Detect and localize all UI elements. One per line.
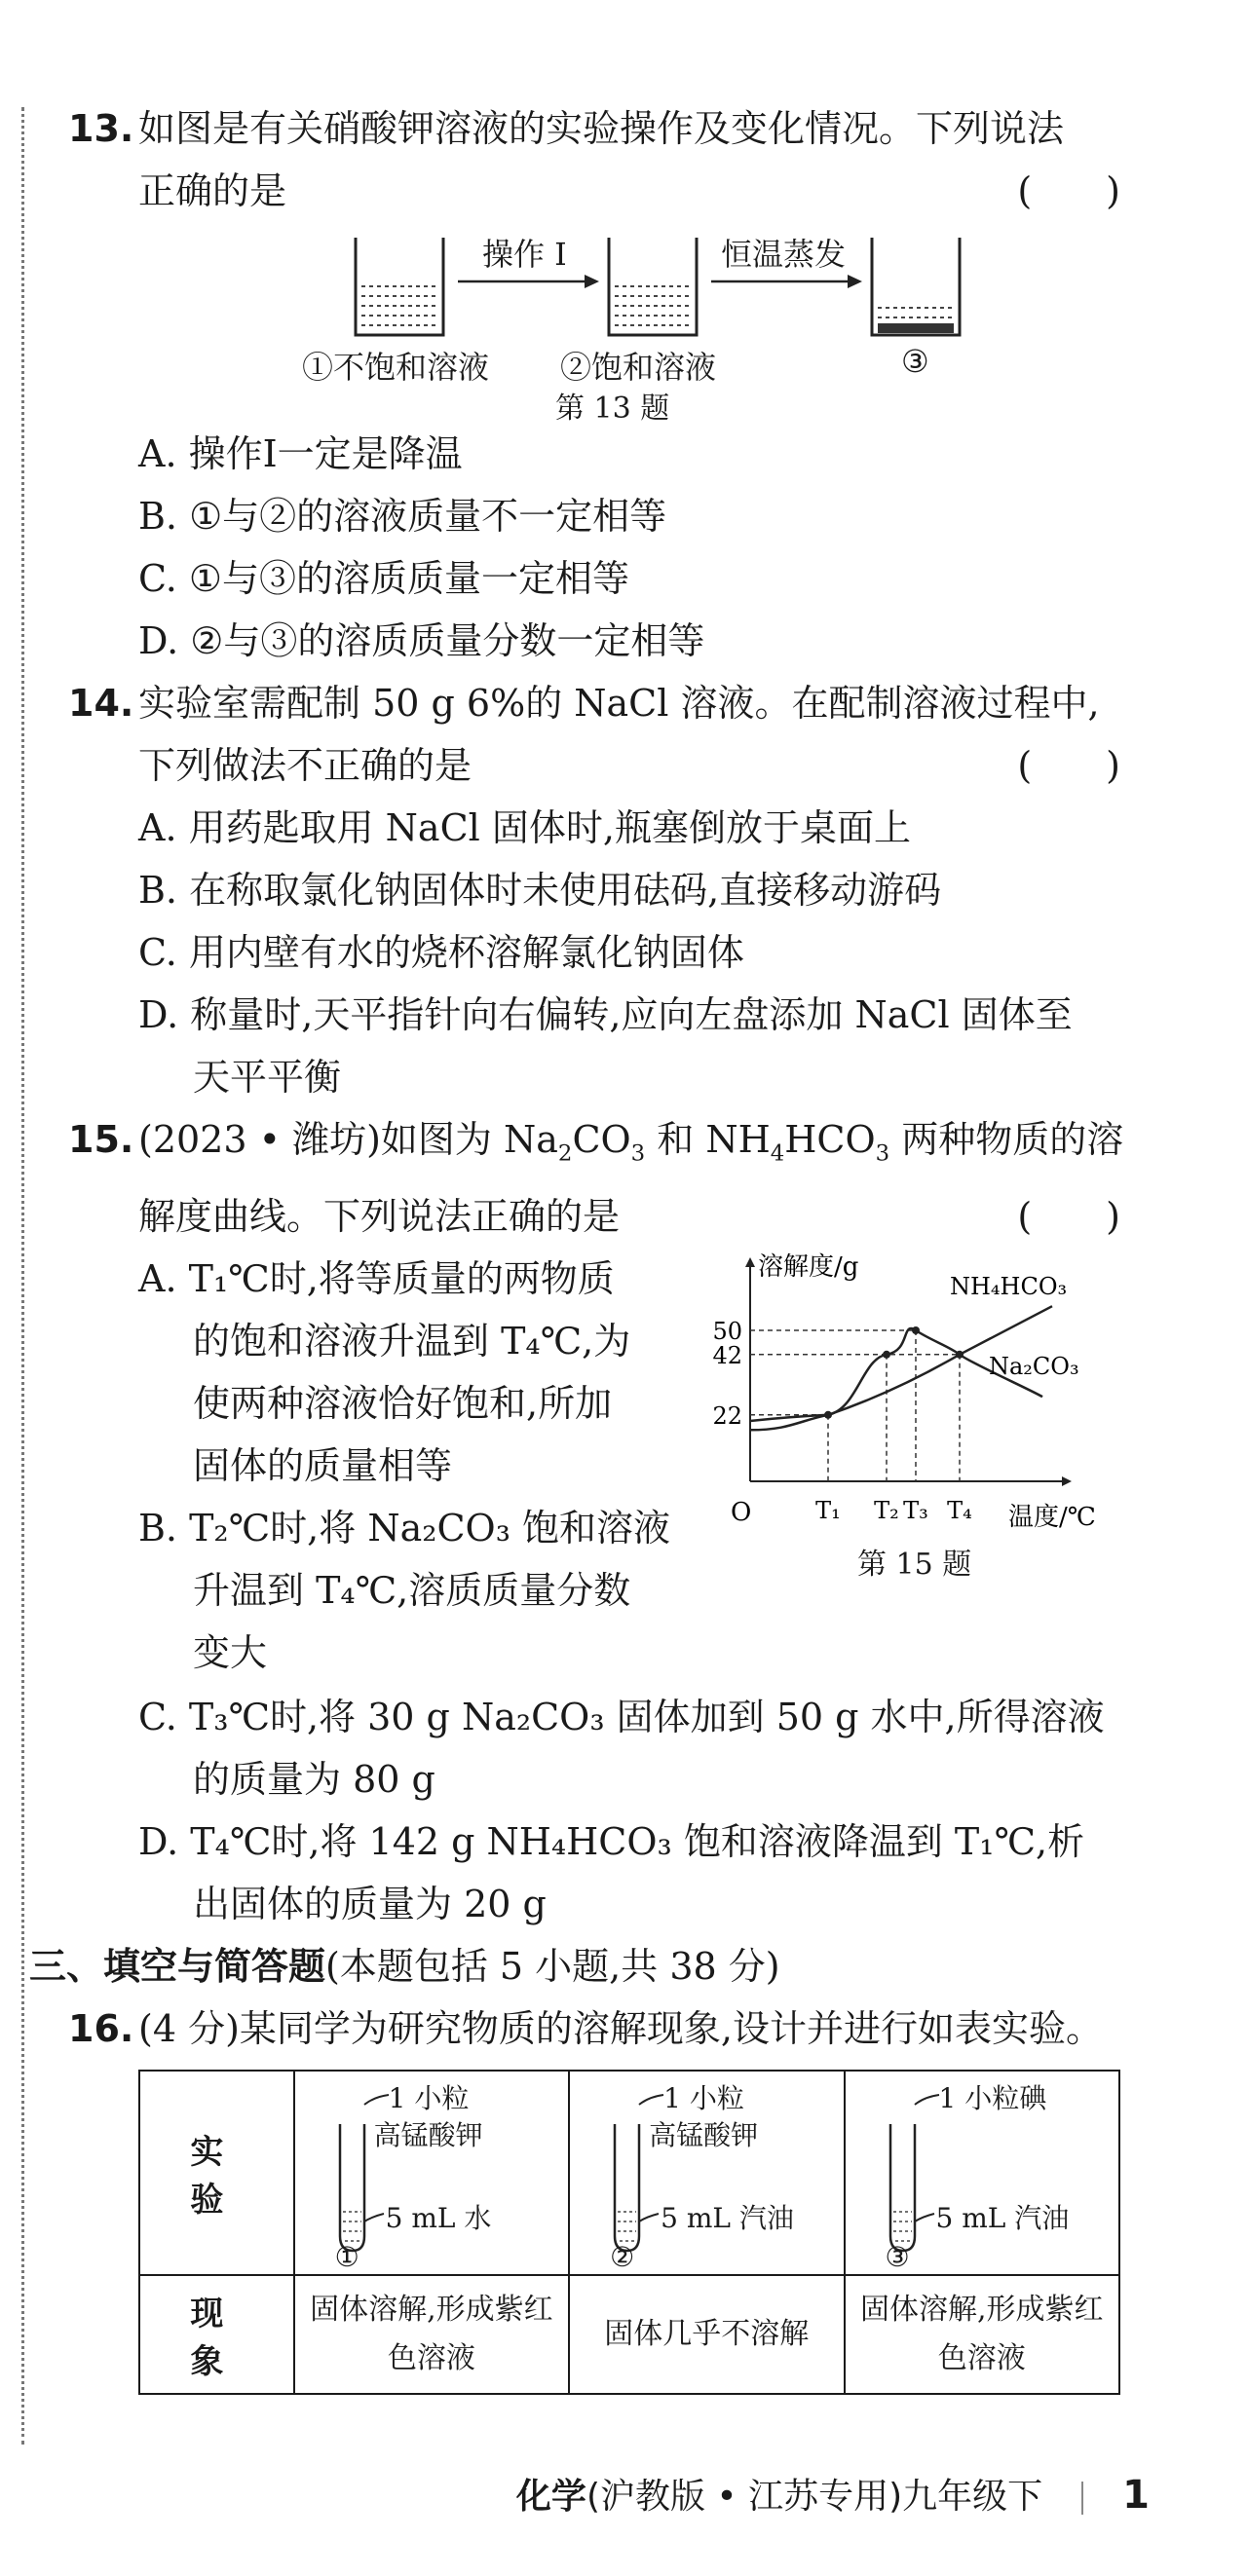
beaker-3-label: ③ xyxy=(901,343,929,380)
table-row xyxy=(139,2071,1119,2275)
option-b-cont: 变大 xyxy=(193,1630,268,1674)
beaker-3 xyxy=(872,238,960,335)
beaker-figure xyxy=(68,228,1120,426)
x-tick-label: T₁ xyxy=(815,1496,841,1524)
tube-top-label: 1 小粒 xyxy=(663,2081,744,2114)
option-b: B. T₂℃时,将 Na₂CO₃ 饱和溶液 xyxy=(138,1506,671,1549)
section-heading xyxy=(29,1935,1120,1997)
question-text: 实验室需配制 50 g 6%的 NaCl 溶液。在配制溶液过程中, xyxy=(138,682,1100,725)
question-13 xyxy=(68,97,1120,160)
row-header: 现 象 xyxy=(139,2275,294,2394)
option-b: B. 在称取氯化钠固体时未使用砝码,直接移动游码 xyxy=(138,869,942,912)
q15-options-with-chart xyxy=(68,1248,1120,1686)
chart-caption: 第 15 题 xyxy=(857,1547,972,1582)
answer-bracket: ( ) xyxy=(1017,1194,1120,1238)
phenomenon-3: 固体溶解,形成紫红色溶液 xyxy=(845,2275,1120,2394)
y-tick-label: 50 xyxy=(712,1317,742,1345)
y-arrow xyxy=(745,1257,755,1267)
option-d: D. 称量时,天平指针向右偏转,应向左盘添加 NaCl 固体至 xyxy=(138,993,1073,1036)
y-axis-label: 溶解度/g xyxy=(758,1251,859,1282)
figure-caption: 第 13 题 xyxy=(555,392,670,426)
option-a: A. 操作Ⅰ一定是降温 xyxy=(138,432,463,475)
x-arrow xyxy=(1062,1476,1072,1486)
legend-nh4hco3: NH₄HCO₃ xyxy=(950,1272,1068,1300)
option-d-continued: 天平平衡 xyxy=(193,1056,342,1099)
question-text: 两种物质的溶 xyxy=(889,1118,1124,1161)
page-content xyxy=(29,97,1124,2395)
arrow-1-label: 操作 I xyxy=(482,236,567,273)
edition: (沪教版 • 江苏专用)九年级下 xyxy=(586,2477,1043,2517)
page-footer xyxy=(516,2469,1150,2519)
option-c-cont: 的质量为 80 g xyxy=(193,1757,435,1801)
tube-bottom-label: 5 mL 汽油 xyxy=(661,2201,794,2234)
option-a: A. 用药匙取用 NaCl 固体时,瓶塞倒放于桌面上 xyxy=(138,806,911,849)
phenomenon-1: 固体溶解,形成紫红色溶液 xyxy=(294,2275,569,2394)
table-row xyxy=(139,2275,1119,2394)
question-text: 正确的是 xyxy=(138,169,287,212)
option-c: C. T₃℃时,将 30 g Na₂CO₃ 固体加到 50 g 水中,所得溶液 xyxy=(138,1695,1105,1738)
tube-bottom-label: 5 mL 汽油 xyxy=(935,2201,1070,2234)
option-c: C. ①与③的溶质质量一定相等 xyxy=(138,557,629,600)
question-14 xyxy=(68,672,1120,734)
question-number: 16. xyxy=(68,2006,134,2050)
tube-bottom-label: 5 mL 水 xyxy=(385,2201,492,2234)
tube-cell-3 xyxy=(845,2071,1120,2275)
tube-top-label: 1 小粒 xyxy=(388,2081,470,2114)
beaker-1 xyxy=(356,238,443,335)
question-number: 15. xyxy=(68,1118,134,1161)
question-16 xyxy=(68,1997,1120,2060)
beaker-2-label: ②饱和溶液 xyxy=(560,349,717,386)
tube-top-label-2: 高锰酸钾 xyxy=(373,2118,483,2151)
question-text: 解度曲线。下列说法正确的是 xyxy=(138,1194,621,1238)
option-a-cont: 固体的质量相等 xyxy=(193,1443,453,1487)
section-note: (本题包括 5 小题,共 38 分) xyxy=(325,1944,780,1988)
option-b: B. ①与②的溶液质量不一定相等 xyxy=(138,495,667,538)
question-text: HCO xyxy=(784,1118,876,1161)
question-text: (4 分)某同学为研究物质的溶解现象,设计并进行如表实验。 xyxy=(138,2006,1103,2050)
footer-divider xyxy=(1081,2482,1083,2515)
option-d-cont: 出固体的质量为 20 g xyxy=(193,1882,547,1925)
x-tick-label: T₂ xyxy=(874,1496,899,1524)
question-number: 13. xyxy=(68,107,134,150)
row-header: 实 验 xyxy=(139,2071,294,2275)
solubility-chart-svg xyxy=(701,1248,1111,1579)
section-title: 三、填空与简答题 xyxy=(29,1944,326,1988)
question-15: 15. (2023 • 潍坊)如图为 $Na_2CO_3$ 和 $NH_4HCO_3$ 两种物质的溶 xyxy=(68,1108,1120,1185)
question-text: 和 NH xyxy=(645,1118,771,1161)
answer-bracket: ( ) xyxy=(1017,169,1120,212)
tube-top-label-2: 高锰酸钾 xyxy=(649,2118,759,2151)
x-tick-label: T₃ xyxy=(903,1496,928,1524)
tube-number: ① xyxy=(334,2240,359,2273)
option-a: A. T₁℃时,将等质量的两物质 xyxy=(138,1256,615,1300)
option-b-cont: 升温到 T₄℃,溶质质量分数 xyxy=(193,1568,631,1612)
option-c: C. 用内壁有水的烧杯溶解氯化钠固体 xyxy=(138,931,744,974)
page-number: 1 xyxy=(1122,2473,1150,2518)
y-tick-label: 22 xyxy=(712,1401,742,1430)
tube-top-label: 1 小粒碘 xyxy=(938,2081,1047,2114)
origin-label: O xyxy=(731,1497,752,1527)
experiment-table xyxy=(138,2070,1120,2395)
legend-na2co3: Na₂CO₃ xyxy=(989,1352,1079,1380)
question-text: CO xyxy=(572,1118,631,1161)
option-a-cont: 使两种溶液恰好饱和,所加 xyxy=(193,1381,613,1425)
x-axis-label: 温度/℃ xyxy=(1008,1502,1096,1532)
tube-number: ③ xyxy=(885,2240,910,2273)
binding-margin-line xyxy=(21,107,24,2445)
question-text: (2023 • 潍坊)如图为 Na xyxy=(138,1118,558,1161)
option-d: D. ②与③的溶质质量分数一定相等 xyxy=(138,619,705,662)
arrow-2-label: 恒温蒸发 xyxy=(721,236,847,273)
question-number: 14. xyxy=(68,682,134,725)
question-14-line2 xyxy=(68,734,1120,797)
question-13-line2 xyxy=(68,160,1120,222)
question-15-line2 xyxy=(68,1185,1120,1248)
beaker-2 xyxy=(609,238,697,335)
tube-cell-2 xyxy=(569,2071,844,2275)
beaker-1-label: ①不饱和溶液 xyxy=(302,349,490,386)
tube-number: ② xyxy=(610,2240,635,2273)
answer-bracket: ( ) xyxy=(1017,744,1120,787)
question-text: 下列做法不正确的是 xyxy=(138,744,472,787)
option-d: D. T₄℃时,将 142 g NH₄HCO₃ 饱和溶液降温到 T₁℃,析 xyxy=(138,1819,1085,1863)
option-a-cont: 的饱和溶液升温到 T₄℃,为 xyxy=(193,1319,631,1363)
phenomenon-2: 固体几乎不溶解 xyxy=(569,2275,844,2394)
solubility-chart xyxy=(701,1248,1111,1582)
x-tick-label: T₄ xyxy=(947,1496,972,1524)
tube-cell-1 xyxy=(294,2071,569,2275)
question-text: 如图是有关硝酸钾溶液的实验操作及变化情况。下列说法 xyxy=(138,107,1065,150)
y-tick-label: 42 xyxy=(712,1341,742,1369)
subject: 化学 xyxy=(515,2477,586,2517)
